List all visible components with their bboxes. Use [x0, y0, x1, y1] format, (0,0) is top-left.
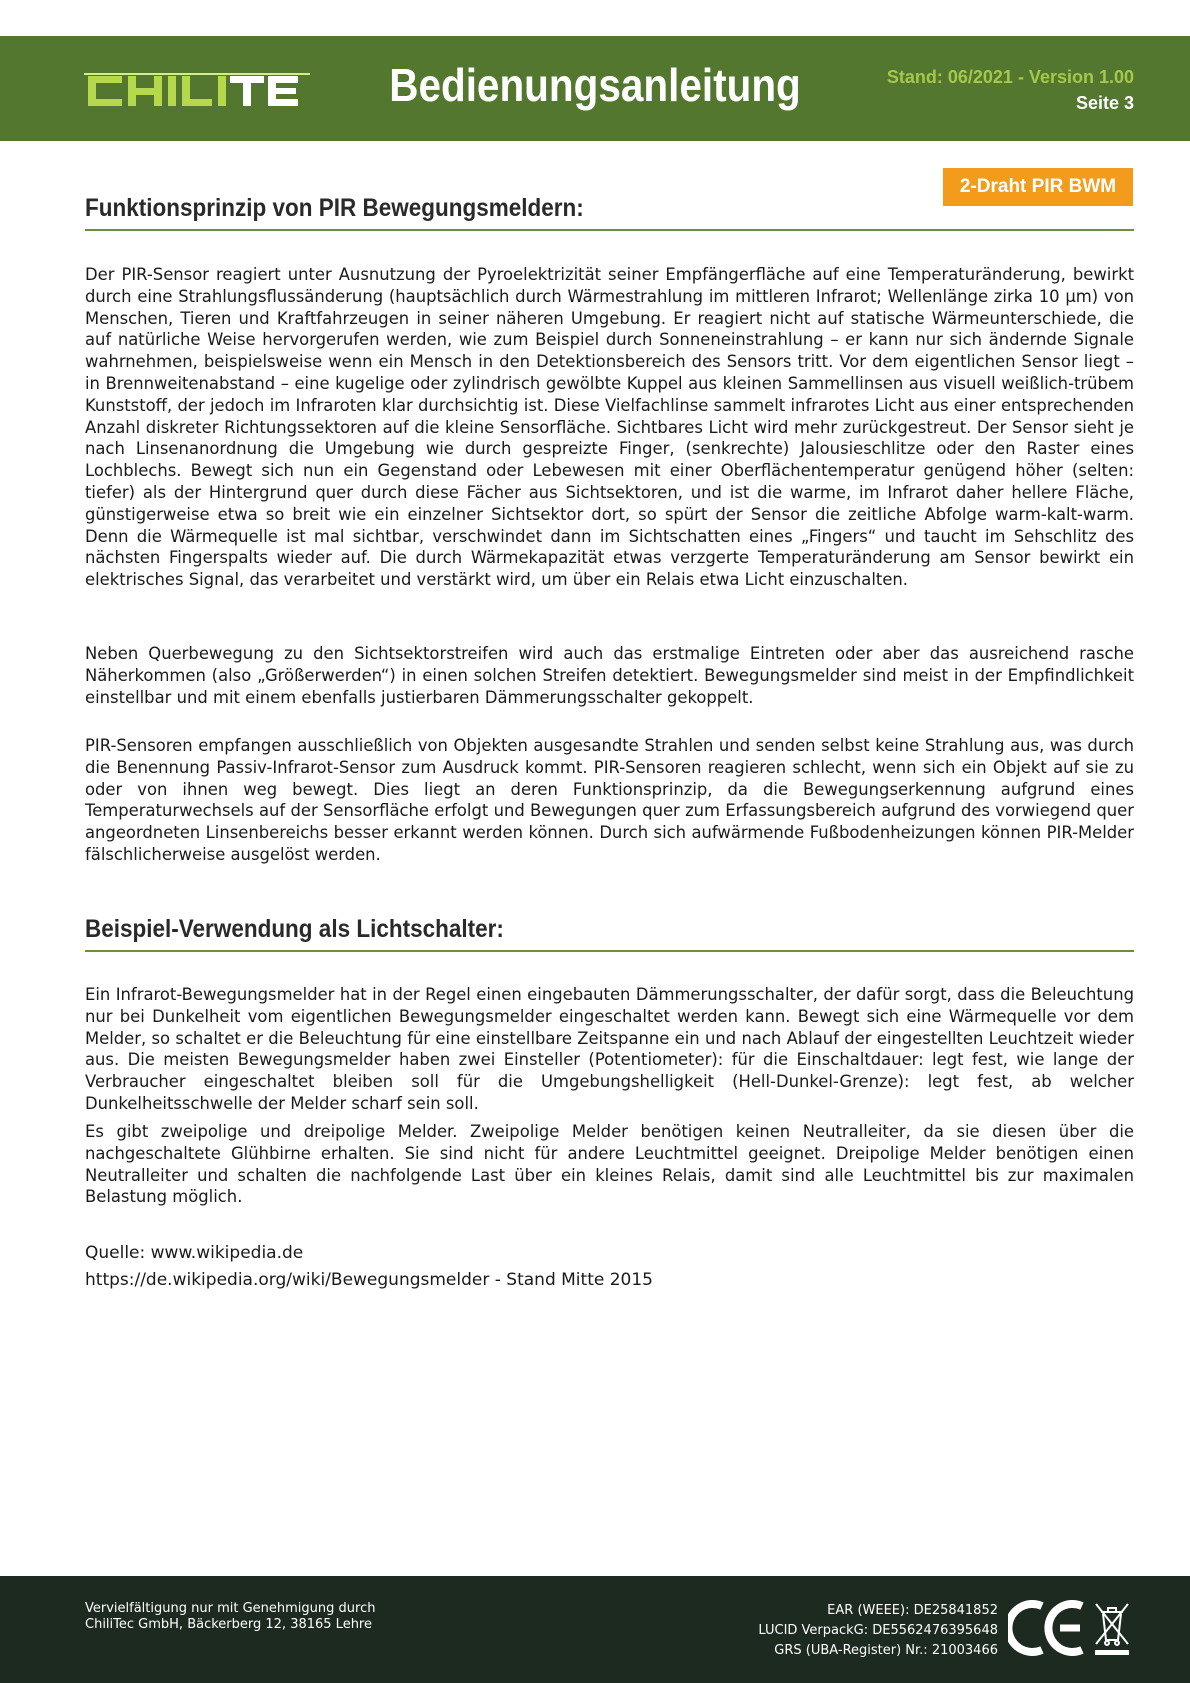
paragraph: Ein Infrarot-Bewegungsmelder hat in der Regel einen eingebauten Dämmerungsschalter, der dafür sorgt, dass die Beleuchtung nur bei Dunkelheit vom eigentlichen Bewegungsmelder eingeschaltet werden kann. Bewegt sich eine Wärmequelle vor dem Melder, so schaltet er die Beleuchtung für eine einstellbare Zeitspanne ein und nach Ablauf der eingestellten Leuchtzeit wieder aus. Die meisten Bewegungsmelder haben zwei Einsteller (Potentiometer): für die Einschaltdauer: legt fest, wie lange der Verbraucher eingeschaltet bleiben soll für die Umgebungshelligkeit (Hell-Dunkel-Grenze): legt fest, ab welcher Dunkelheitsschwelle der Melder scharf sein soll.	[85, 985, 1134, 1113]
source-url: https://de.wikipedia.org/wiki/Bewegungsmelder - Stand Mitte 2015	[85, 1270, 653, 1290]
page-footer	[0, 1576, 1190, 1683]
footer-line: Vervielfältigung nur mit Genehmigung durch	[85, 1601, 376, 1616]
section-title-text: Funktionsprinzip von PIR Bewegungsmeldern:	[85, 194, 584, 222]
paragraph: Der PIR-Sensor reagiert unter Ausnutzung der Pyroelektrizität seiner Empfängerfläche auf eine Temperaturänderung, bewirkt durch eine Strahlungsflussänderung (hauptsächlich durch Wärmestrahlung im mittleren Infrarot; Wellenlänge zirka 10 μm) von Menschen, Tieren und Kraftfahrzeugen in seiner näheren Umgebung. Er reagiert nicht auf statische Wärmeunterschiede, die auf natürliche Weise hervorgerufen werden, wie zum Beispiel durch Sonneneinstrahlung – er kann nur sich ändernde Signale wahrnehmen, beispielsweise wenn ein Mensch in den Detektionsbereich des Sensors tritt. Vor dem eigentlichen Sensor liegt – in Brennweitenabstand – eine kugelige oder zylindrisch gewölbte Kuppel aus kleinen Sammellinsen aus visuell weißlich-trübem Kunststoff, der jedoch im Infraroten klar durchsichtig ist. Diese Vielfachlinse sammelt infrarotes Licht aus einer entsprechenden Anzahl diskreter Richtungssektoren auf die kleine Sensorfläche. Sichtbares Licht wird mehr zurückgestreut. Der Sensor sieht je nach Linsenanordnung die Umgebung wie durch gespreizte Finger, (senkrechte) Jalousieschlitze oder den Raster eines Lochblechs. Bewegt sich nun ein Gegenstand oder Lebewesen mit einer Oberflächentemperatur genügend höher (selten: tiefer) als der Hintergrund quer durch diese Fächer aus Sichtsektoren, und ist die warme, im Infrarot daher hellere Fläche, günstigerweise etwa so breit wie ein einzelner Sichtsektor dort, so spürt der Sensor die zeitliche Abfolge warm-kalt-warm. Denn die Wärmequelle ist mal sichtbar, verschwindet dann im Sichtschatten eines „Fingers“ und taucht im Sehschlitz des nächsten Fingerspalts wieder auf. Die durch Wärmekapazität etwas verzgerte Temperaturänderung am Sensor bewirkt ein elektrisches Signal, das verarbeitet und verstärkt wird, um über ein Relais etwa Licht einzuschalten.	[85, 265, 1134, 590]
paragraph: PIR-Sensoren empfangen ausschließlich von Objekten ausgesandte Strahlen und senden selbst keine Strahlung aus, was durch die Benennung Passiv-Infrarot-Sensor zum Ausdruck kommt. PIR-Sensoren reagieren schlecht, wenn sich ein Objekt auf sie zu oder von ihnen weg bewegt. Dies liegt an deren Funktionsprinzip, da die Bewegungserkennung aufgrund eines Temperaturwechsels auf der Sensorfläche erfolgt und Bewegungen quer zum Erfassungsbereich aufgrund des vorwiegend quer angeordneten Linsenbereichs besser erkannt werden können. Durch sich aufwärmende Fußbodenheizungen können PIR-Melder fälschlicherweise ausgelöst werden.	[85, 736, 1134, 864]
ear-weee-number: EAR (WEEE): DE25841852	[827, 1603, 998, 1618]
footer-address: ChiliTec GmbH, Bäckerberg 12, 38165 Lehre	[85, 1617, 372, 1632]
section-title-lichtschalter	[85, 915, 1134, 952]
lucid-number: LUCID VerpackG: DE5562476395648	[758, 1623, 998, 1638]
version-label: Stand: 06/2021 - Version 1.00	[886, 67, 1134, 87]
ce-mark-icon	[1008, 1598, 1088, 1658]
header-meta	[887, 64, 1134, 116]
section-title-text: Beispiel-Verwendung als Lichtschalter:	[85, 915, 504, 943]
page-header	[0, 36, 1190, 141]
weee-crossed-bin-icon	[1093, 1598, 1131, 1658]
paragraph: Neben Querbewegung zu den Sichtsektorstreifen wird auch das erstmalige Eintreten oder aber das ausreichend rasche Näherkommen (also „Größerwerden“) in einen solchen Streifen detektiert. Bewegungsmelder sind meist in der Empfindlichkeit einstellbar und mit einem ebenfalls justierbaren Dämmerungsschalter gekoppelt.	[85, 644, 1134, 707]
source-label: Quelle: www.wikipedia.de	[85, 1243, 304, 1263]
page-number: Seite 3	[1075, 93, 1134, 113]
footer-registrations	[758, 1601, 998, 1661]
document-title: Bedienungsanleitung	[389, 59, 801, 111]
footer-copyright	[85, 1601, 375, 1633]
paragraph: Es gibt zweipolige und dreipolige Melder. Zweipolige Melder benötigen keinen Neutralleiter, da sie diesen über die nachgeschaltete Glühbirne erhalten. Sie sind nicht für andere Leuchtmittel geeignet. Dreipolige Melder benötigen einen Neutralleiter und schalten die nachfolgende Last über ein kleines Relais, damit sind alle Leuchtmittel bis zur maximalen Belastung möglich.	[85, 1122, 1134, 1207]
grs-number: GRS (UBA-Register) Nr.: 21003466	[774, 1643, 998, 1658]
section-title-funktionsprinzip	[85, 194, 1134, 231]
product-badge: 2-Draht PIR BWM	[943, 168, 1133, 206]
